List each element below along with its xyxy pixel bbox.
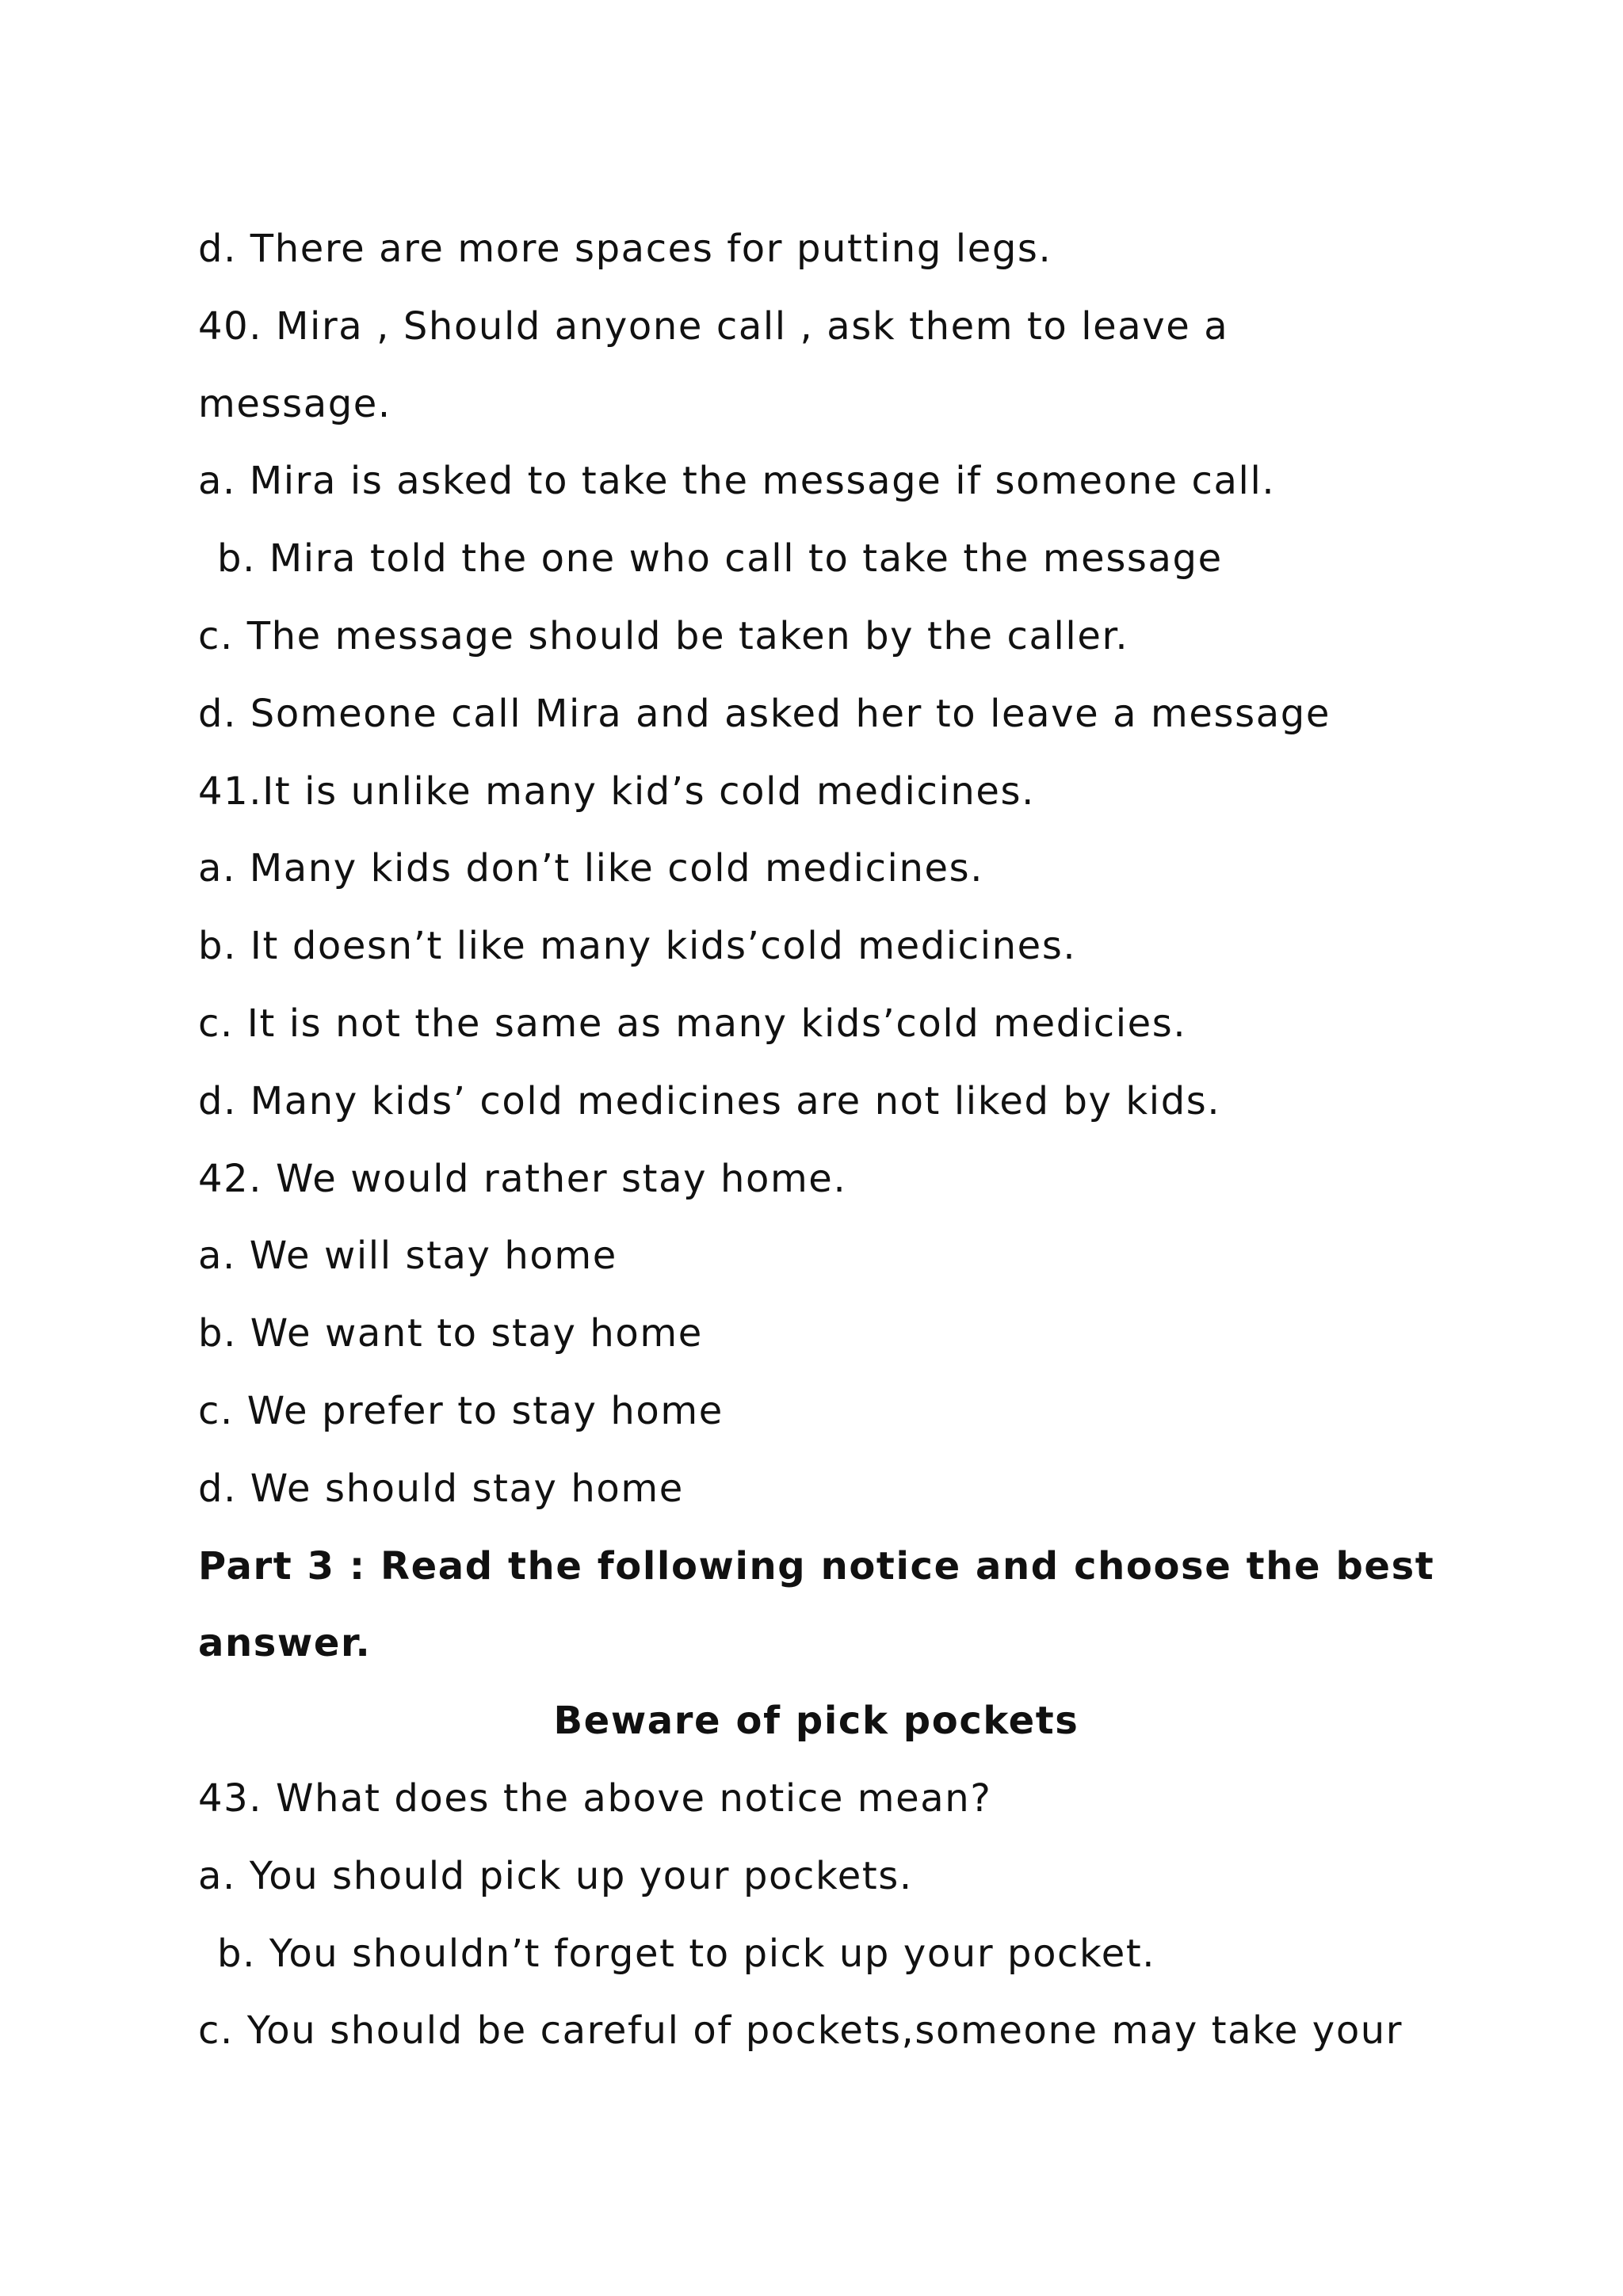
q41-option-b: b. It doesn’t like many kids’cold medicines. <box>198 924 1077 969</box>
q43-option-c: c. You should be careful of pockets,someone may take your <box>198 2008 1403 2054</box>
q43-option-a: a. You should pick up your pockets. <box>198 1853 913 1898</box>
q40-option-d: d. Someone call Mira and asked her to leave a message <box>198 691 1331 736</box>
part3-heading-line-2: answer. <box>198 1621 372 1666</box>
q43-stem: 43. What does the above notice mean? <box>198 1775 992 1821</box>
q41-option-c: c. It is not the same as many kids’cold medicies. <box>198 1001 1187 1046</box>
q39-option-d: d. There are more spaces for putting legs. <box>198 227 1052 271</box>
q43-option-b: b. You shouldn’t forget to pick up your pocket. <box>217 1931 1156 1976</box>
q41-option-a: a. Many kids don’t like cold medicines. <box>198 846 984 891</box>
q42-option-a: a. We will stay home <box>198 1234 617 1279</box>
q42-option-d: d. We should stay home <box>198 1466 684 1511</box>
notice-title: Beware of pick pockets <box>553 1699 1079 1744</box>
q40-option-a: a. Mira is asked to take the message if someone call. <box>198 459 1276 504</box>
q40-stem-line-1: 40. Mira , Should anyone call , ask them to leave a <box>198 303 1229 349</box>
document-body <box>198 211 1434 2070</box>
q41-option-d: d. Many kids’ cold medicines are not liked by kids. <box>198 1078 1221 1123</box>
part3-heading-line-1: Part 3 : Read the following notice and choose the best <box>198 1543 1435 1589</box>
q40-option-b: b. Mira told the one who call to take the message <box>217 536 1223 582</box>
q40-option-c: c. The message should be taken by the caller. <box>198 613 1129 658</box>
q40-stem-line-2: message. <box>198 381 391 426</box>
q42-option-c: c. We prefer to stay home <box>198 1388 724 1433</box>
q42-option-b: b. We want to stay home <box>198 1311 703 1356</box>
q42-stem: 42. We would rather stay home. <box>198 1156 847 1201</box>
q41-stem: 41.It is unlike many kid’s cold medicines. <box>198 769 1036 814</box>
